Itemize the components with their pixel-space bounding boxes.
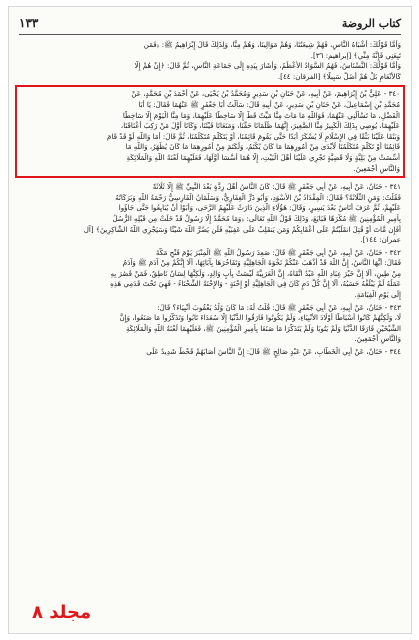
text-line: وَالنَّاسِ أَجْمَعِينَ. [354, 334, 401, 344]
text-line: عمران: ١٤٤]. [360, 235, 401, 245]
text-line: وَأَمَّا قَوْلُكَ: أَشْبَاهُ النَّاسِ، فَهُمْ شِيعَتُنَا، وَهُمْ مَوَالِينَا، وَهُمْ مِنَّا، وَلِذَلِكَ قَالَ إِبْرَاهِيمُ ﷺ: ﴿فَمَن [143, 40, 401, 49]
hadith-341 [19, 182, 401, 246]
text-line: بِأَمِيرِ الْمُؤْمِنِينَ ﷺ مُكْرَهًا فَبَايَعَ، وَذَلِكَ قَوْلُ اللَّهِ تَعَالَى: ﴿وَمَا مُحَمَّدٌ إِلَّا رَسُولٌ قَدْ خَلَتْ مِن قَبْلِهِ الرُّسُلُ [112, 213, 401, 223]
text-line: عَلَيْهِمَا، يُوصِي بِذَلِكَ الْكَبِيرُ مِنَّا الصَّغِيرَ، إِنَّهُمَا ظَلَمَانَا حَقَّنَا، وَمَنَعَانَا فَيْئَنَا، وَكَانَا أَوَّلَ مَنْ رَكِبَ أَعْنَاقَنَا، [120, 121, 400, 131]
text-line: ٣٤٢ - حَنَانٌ، عَنْ أَبِيهِ، عَنْ أَبِي جَعْفَرٍ ﷺ قَالَ: صَعِدَ رَسُولُ اللَّهِ ﷺ الْمِنْبَرَ يَوْمَ فَتْحِ مَكَّةَ [155, 247, 401, 257]
page-body [19, 40, 401, 627]
hadith-343 [19, 303, 401, 345]
text-line: قَائِمُنَا أَوْ تَكَلَّمَ مُتَكَلِّمُنَا لَأَبْدَى مِنْ أُمُورِهِمَا مَا كَانَ يُكْتَمُ، وَلَكَتَمَ مِنْ أُمُورِهِمَا مَا كَانَ يُظْهَرُ، وَاللَّهِ مَا [125, 142, 400, 152]
text-line: أُسِّسَتْ مِنْ بَلِيَّةٍ وَلَا قَضِيَّةٍ تَجْرِي عَلَيْنَا أَهْلَ الْبَيْتِ، إِلَّا هُمَا أَسَّسَا أَوَّلَهَا، فَعَلَيْهِمَا لَعْنَةُ اللَّهِ وَالْمَلَائِكَةِ [126, 152, 400, 162]
text-line: وَالنَّاسِ أَجْمَعِينَ. [353, 163, 400, 173]
hadith-344 [19, 347, 401, 358]
text-line: ٣٤٤ - حَنَانٌ، عَنْ أَبِي الْخَطَّابِ، عَنْ عَبْدٍ صَالِحٍ ﷺ قَالَ: إِنَّ النَّاسَ أَصَابَهُمْ قَحْطٌ شَدِيدٌ عَلَى [146, 347, 401, 357]
text-line: الْفَضْلِ، مَا تَسْأَلُنِي عَنْهُمَا، فَوَاللَّهِ مَا مَاتَ مِنَّا مَيِّتٌ قَطُّ إِلَّا سَاخِطًا عَلَيْهِمَا، وَمَا مِنَّا الْيَوْمَ إِلَّا سَاخِطًا [122, 110, 400, 120]
book-title: كتاب الروضة [341, 16, 401, 30]
text-line: ٣٤٠ - عَلِيُّ بْنُ إِبْرَاهِيمَ، عَنْ أَبِيهِ، عَنْ حَنَانِ بْنِ سَدِيرٍ وَمُحَمَّدُ بْنُ يَحْيَى، عَنْ أَحْمَدَ بْنِ مُحَمَّدٍ، عَنْ [131, 89, 400, 99]
text-line: ٣٤١ - حَنَانٌ، عَنْ أَبِيهِ، عَنْ أَبِي جَعْفَرٍ ﷺ قَالَ: كَانَ النَّاسُ أَهْلَ رِدَّةٍ بَعْدَ النَّبِيِّ ﷺ إِلَّا ثَلَاثَةً [152, 182, 401, 192]
text-line: إِلَى يَوْمِ الْقِيَامَةِ. [354, 290, 401, 300]
text-line: عَلَيْهِمْ، ثُمَّ عَرَفَ أُنَاسٌ بَعْدَ يَسِيرٍ، وَقَالَ: هَؤُلَاءِ الَّذِينَ دَارَتْ عَلَيْهِمُ الرَّحَى، وَأَبَوْا أَنْ يُبَايِعُوا حَتَّى جَاؤُوا [118, 203, 401, 213]
text-line: الشَّيْخَيْنِ فَارَقَا الدُّنْيَا وَلَمْ يَتُوبَا وَلَمْ يَتَذَكَّرَا مَا صَنَعَا بِأَمِيرِ الْمُؤْمِنِينَ ﷺ، فَعَلَيْهِمَا لَعْنَةُ اللَّهِ وَالْمَلَائِكَةِ [125, 323, 401, 333]
page-number: ١٣٣ [19, 16, 39, 30]
text-line: مِنْ طِينٍ، أَلَا إِنَّ خَيْرَ عِبَادِ اللَّهِ عَبْدٌ اتَّقَاهُ، إِنَّ الْعَرَبِيَّةَ لَيْسَتْ بِأَبٍ وَالِدٍ، وَلَكِنَّهَا لِسَانٌ نَاطِقٌ، فَمَنْ قَصُرَ بِهِ [110, 268, 401, 278]
book-page [8, 6, 412, 634]
text-line: مُحَمَّدِ بْنِ إِسْمَاعِيلَ، عَنْ حَنَانِ بْنِ سَدِيرٍ، عَنْ أَبِيهِ قَالَ: سَأَلْتُ أَبَا جَعْفَرٍ ﷺ عَنْهُمَا فَقَالَ: يَا أَبَا [138, 99, 400, 109]
hadith-342 [19, 248, 401, 301]
text-line: وَأَمَّا قَوْلُكَ: النَّسْنَاسُ، فَهُمُ السَّوَادُ الأَعْظَمُ، وَأَشَارَ بِيَدِهِ إِلَى جَمَاعَةِ النَّاسِ، ثُمَّ قَالَ: ﴿إِنْ هُمْ إِلَّا [134, 61, 401, 71]
text-line: فَقُلْتُ: وَمَنِ الثَّلَاثَةُ؟ فَقَالَ: الْمِقْدَادُ بْنُ الأَسْوَدِ، وَأَبُو ذَرٍّ الْغِفَارِيُّ، وَسَلْمَانُ الْفَارِسِيُّ رَحْمَةُ اللَّهِ وَبَرَكَاتُهُ [115, 192, 401, 202]
text-line: لَا، وَلَكِنَّهُمْ كَانُوا أَسْبَاطًا أَوْلَادَ الأَنْبِيَاءِ، وَلَمْ يَكُونُوا فَارَقُوا الدُّنْيَا إِلَّا سُعَدَاءَ تَابُوا وَتَذَكَّرُوا مَا صَنَعُوا، وَإِنَّ [119, 313, 401, 323]
text-line: عَمَلُهُ لَمْ يَبْلُغْهُ حَسَبُهُ، أَلَا إِنَّ كُلَّ دَمٍ كَانَ فِي الْجَاهِلِيَّةِ أَوْ إِحْنَةٍ - وَالإِحْنَةُ الشَّحْنَاءُ - فَهِيَ تَحْتَ قَدَمِي هَذِهِ [110, 279, 401, 289]
highlighted-hadith-340 [15, 85, 405, 178]
text-line: وَبَثَقَا عَلَيْنَا بَثْقًا فِي الإِسْلَامِ لَا يُسْكَرُ أَبَدًا حَتَّى يَقُومَ قَائِمُنَا، أَوْ يَتَكَلَّمَ مُتَكَلِّمُنَا، ثُمَّ قَالَ: أَمَا وَاللَّهِ لَوْ قَدْ قَامَ [107, 131, 400, 141]
text-line: ٣٤٣ - حَنَانٌ، عَنْ أَبِيهِ، عَنْ أَبِي جَعْفَرٍ ﷺ قَالَ: قُلْتُ لَهُ: مَا كَانَ وُلْدُ يَعْقُوبَ أَنْبِيَاءَ؟ قَالَ: [157, 302, 401, 312]
page-header [19, 13, 401, 33]
text-line: فَقَالَ: أَيُّهَا النَّاسُ، إِنَّ اللَّهَ قَدْ أَذْهَبَ عَنْكُمْ نَخْوَةَ الْجَاهِلِيَّةِ وَتَفَاخُرَهَا بِآبَائِهَا، أَلَا إِنَّكُمْ مِنْ آدَمَ ﷺ وَآدَمُ [122, 258, 401, 268]
volume-watermark: مجلد ٨ [32, 602, 92, 623]
header-rule [19, 34, 401, 35]
text-line: أَفَإِن مَّاتَ أَوْ قُتِلَ انقَلَبْتُمْ عَلَى أَعْقَابِكُمْ وَمَن يَنقَلِبْ عَلَى عَقِبَيْهِ فَلَن يَضُرَّ اللَّهَ شَيْئًا وَسَيَجْزِي اللَّهُ الشَّاكِرِينَ﴾ [آل [83, 224, 401, 234]
text-line: تَبِعَنِي فَإِنَّهُ مِنِّي﴾ [إبراهيم: ٣٦]. [310, 50, 401, 60]
text-line: كَالأَنْعَامِ بَلْ هُمْ أَضَلُّ سَبِيلًا﴾ [الفرقان: ٤٤]. [277, 71, 401, 81]
paragraph-p1 [19, 40, 401, 82]
